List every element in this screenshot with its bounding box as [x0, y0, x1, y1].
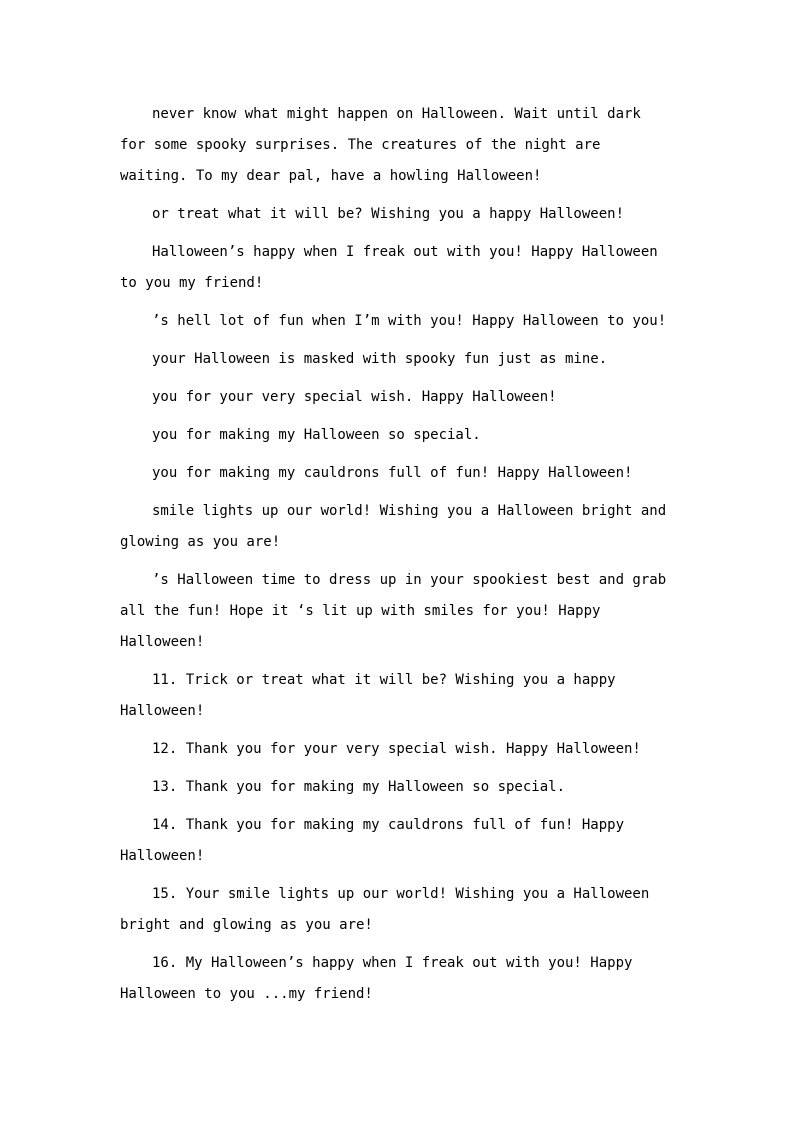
paragraph-8: you for making my cauldrons full of fun! Happy Halloween! [152, 465, 633, 481]
list-item-15: 15. Your smile lights up our world! Wishing you a Halloween bright and glowing as you are! [120, 886, 650, 933]
paragraph-1: never know what might happen on Halloween. Wait until dark for some spooky surprises. The creatures of the night are waiting. To my dear pal, have a howling Halloween! [120, 106, 641, 184]
paragraph-7: you for making my Halloween so special. [152, 427, 481, 443]
document-body [120, 99, 668, 1017]
paragraph-10: ’s Halloween time to dress up in your spookiest best and grab all the fun! Hope it ‘s lit up with smiles for you! Happy Halloween! [120, 572, 667, 650]
list-item-16: 16. My Halloween’s happy when I freak out with you! Happy Halloween to you ...my friend! [120, 955, 633, 1002]
paragraph-5: your Halloween is masked with spooky fun just as mine. [152, 351, 608, 367]
list-item-13: 13. Thank you for making my Halloween so special. [152, 779, 566, 795]
list-item-11: 11. Trick or treat what it will be? Wishing you a happy Halloween! [120, 672, 616, 719]
paragraph-6: you for your very special wish. Happy Halloween! [152, 389, 557, 405]
paragraph-2: or treat what it will be? Wishing you a happy Halloween! [152, 206, 625, 222]
list-item-12: 12. Thank you for your very special wish. Happy Halloween! [152, 741, 641, 757]
list-item-14: 14. Thank you for making my cauldrons full of fun! Happy Halloween! [120, 817, 625, 864]
paragraph-9: smile lights up our world! Wishing you a Halloween bright and glowing as you are! [120, 503, 667, 550]
paragraph-4: ’s hell lot of fun when I’m with you! Happy Halloween to you! [152, 313, 667, 329]
paragraph-3: Halloween’s happy when I freak out with you! Happy Halloween to you my friend! [120, 244, 658, 291]
